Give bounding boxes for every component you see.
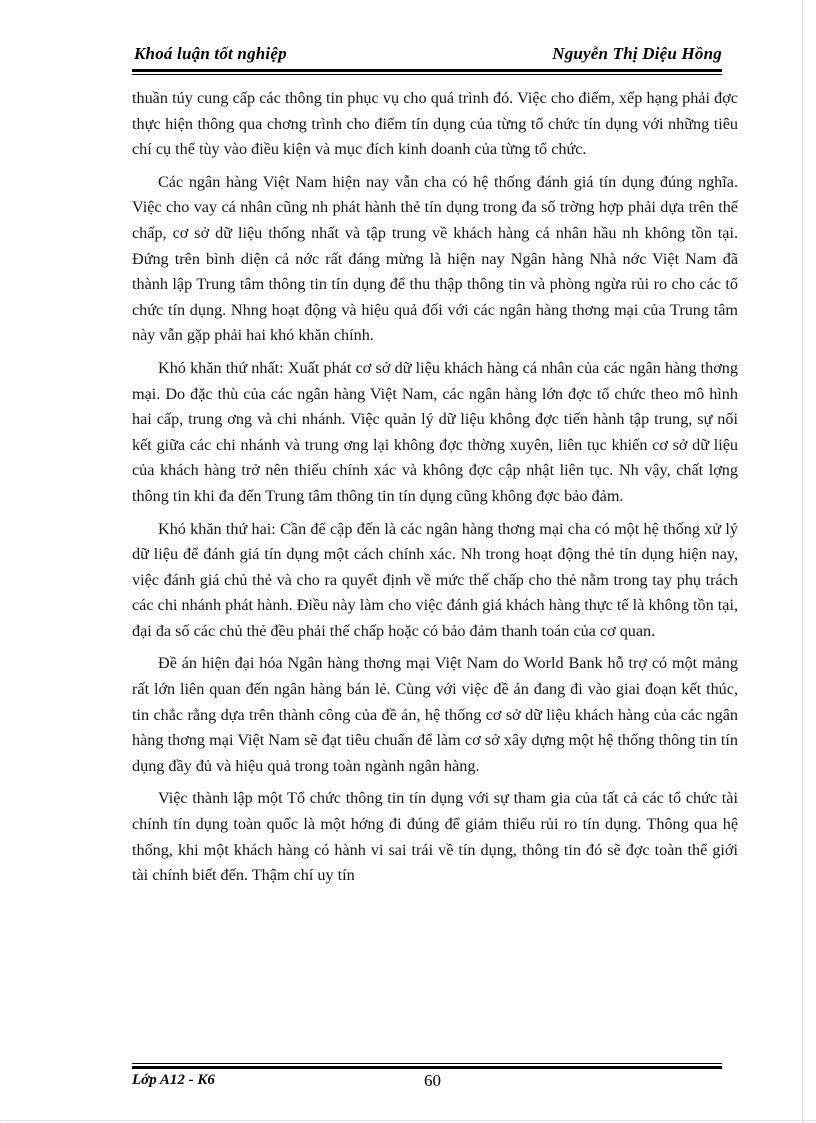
header-rule-thick xyxy=(132,69,722,72)
paragraph-6: Việc thành lập một Tổ chức thông tin tín dụng với sự tham gia của tất cả các tổ chức tài chính tín dụng toàn quốc là một hớng đi đúng để giảm thiểu rủi ro tín dụng. Thông qua hệ thống, khi một khách hàng có hành vi sai trái về tín dụng, thông tin đó sẽ đợc toàn thể giới tài chính biết đến. Thậm chí uy tín xyxy=(132,789,738,885)
header-rule-thin xyxy=(132,74,722,75)
header-author-name: Nguyễn Thị Diệu Hồng xyxy=(552,44,722,63)
paragraph-5: Đề án hiện đại hóa Ngân hàng thơng mại Việt Nam do World Bank hỗ trợ có một mảng rất lớn liên quan đến ngân hàng bán lẻ. Cùng với việc đề án đang đi vào giai đoạn kết thúc, tin chắc rằng dựa trên thành công của đề án, hệ thống cơ sở dữ liệu khách hàng của các ngân hàng thơng mại Việt Nam sẽ đạt tiêu chuẩn để làm cơ sở xây dựng một hệ thống thông tin tín dụng đầy đủ và hiệu quả trong toàn ngành ngân hàng. xyxy=(132,654,738,775)
footer-class-label: Lớp A12 - K6 xyxy=(132,1072,215,1088)
paragraph-3: Khó khăn thứ nhất: Xuất phát cơ sở dữ liệu khách hàng cá nhân của các ngân hàng thơng mại. Do đặc thù của các ngân hàng Việt Nam, các ngân hàng lớn đợc tổ chức theo mô hình hai cấp, trung ơng và chi nhánh. Việc quản lý dữ liệu không đợc tiến hành tập trung, sự nối kết giữa các chi nhánh và trung ơng lại không đợc thờng xuyên, liên tục khiến cơ sở dữ liệu của khách hàng trở nên thiếu chính xác và không đợc cập nhật liên tục. Nh vậy, chất lợng thông tin khi đa đến Trung tâm thông tin tín dụng cũng không đợc bảo đảm. xyxy=(132,358,738,505)
footer-rule-thin xyxy=(132,1063,722,1064)
body-text xyxy=(132,86,738,896)
paragraph-4: Khó khăn thứ hai: Cần để cập đến là các ngân hàng thơng mại cha có một hệ thống xử lý dữ liệu để đánh giá tín dụng một cách chính xác. Nh trong hoạt động thẻ tín dụng hiện nay, việc đánh giá chủ thẻ và cho ra quyết định về mức thế chấp cho thẻ nằm trong tay phụ trách các chi nhánh phát hành. Điều này làm cho việc đánh giá khách hàng thực tế là không tồn tại, đại đa số các chủ thẻ đều phải thế chấp hoặc có bảo đảm thanh toán của cơ quan. xyxy=(132,519,738,640)
page-edge-right xyxy=(802,0,803,1123)
paragraph-1: thuần túy cung cấp các thông tin phục vụ cho quá trình đó. Việc cho điểm, xếp hạng phải đợc thực hiện thông qua chơng trình cho điểm tín dụng của từng tổ chức tín dụng với những tiêu chí cụ thể tùy vào điều kiện và mục đích kinh doanh của từng tổ chức. xyxy=(132,89,738,159)
footer-rule-thick xyxy=(132,1066,722,1069)
paragraph-2: Các ngân hàng Việt Nam hiện nay vẫn cha có hệ thống đánh giá tín dụng đúng nghĩa. Việc cho vay cá nhân cũng nh phát hành thẻ tín dụng trong đa số trờng hợp phải dựa trên thế chấp, cơ sở dữ liệu thống nhất và tập trung về khách hàng cá nhân hầu nh không tồn tại. Đứng trên bình diện cả nớc rất đáng mừng là hiện nay Ngân hàng Nhà nớc Việt Nam đã thành lập Trung tâm thông tin tín dụng để thu thập thông tin và phòng ngừa rủi ro cho các tổ chức tín dụng. Nhng hoạt động và hiệu quả đối với các ngân hàng thơng mại của Trung tâm này vẫn gặp phải hai khó khăn chính. xyxy=(132,172,738,345)
page-edge-bottom xyxy=(0,1120,816,1122)
header-thesis-title: Khoá luận tốt nghiệp xyxy=(134,44,287,63)
page-number: 60 xyxy=(424,1071,441,1090)
page-header xyxy=(132,44,722,72)
